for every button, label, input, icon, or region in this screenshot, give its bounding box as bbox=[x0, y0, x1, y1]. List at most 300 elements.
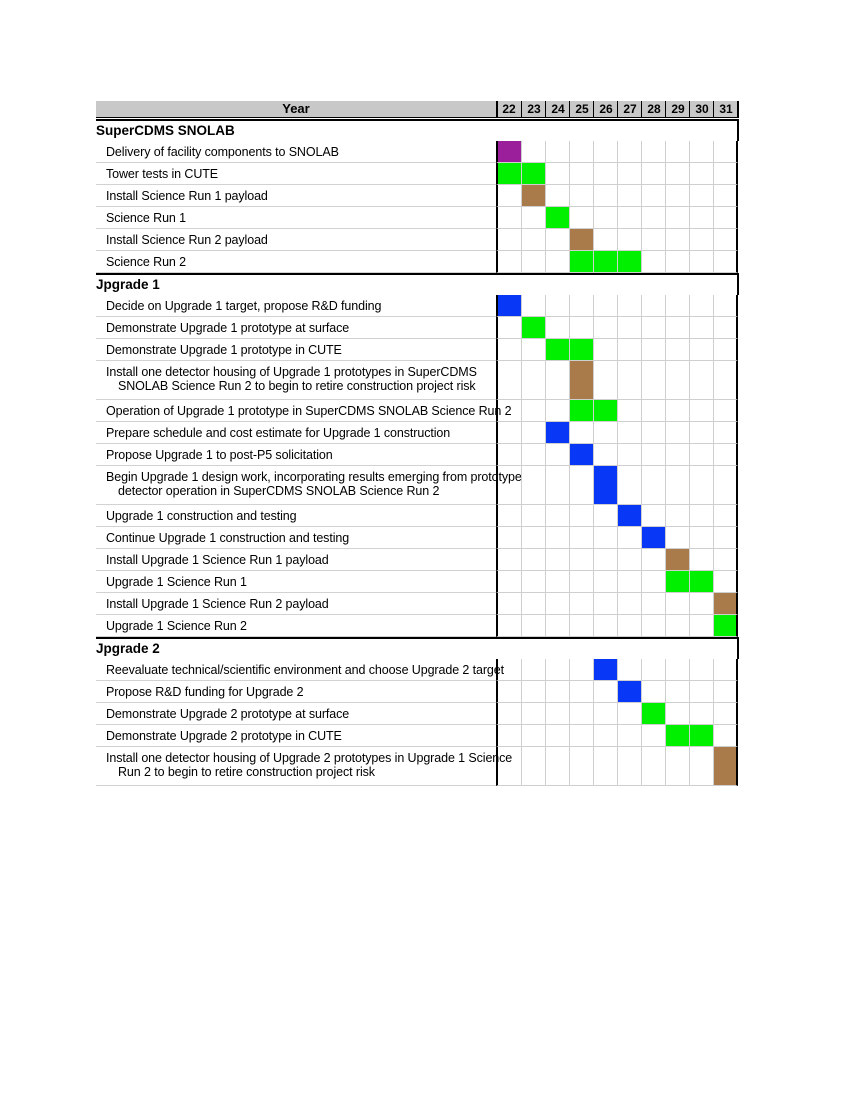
timeline-cell bbox=[546, 295, 570, 317]
schedule-bar-brown bbox=[570, 229, 594, 251]
year-27: 27 bbox=[617, 101, 642, 117]
task-label-line: Install one detector housing of Upgrade 2 prototypes in Upgrade 1 Science bbox=[106, 751, 513, 765]
timeline-cells bbox=[498, 659, 738, 681]
timeline-cell bbox=[642, 141, 666, 163]
task-label-cell bbox=[96, 185, 498, 207]
schedule-bar-brown bbox=[666, 549, 690, 571]
schedule-bar-green bbox=[546, 339, 570, 361]
task-label-cell bbox=[96, 527, 498, 549]
timeline-cell bbox=[666, 339, 690, 361]
timeline-cell bbox=[714, 339, 738, 361]
task-label-cell bbox=[96, 549, 498, 571]
year-25: 25 bbox=[569, 101, 594, 117]
task-row bbox=[96, 593, 739, 615]
timeline-cell bbox=[714, 207, 738, 229]
schedule-bar-blue bbox=[594, 659, 618, 681]
timeline-cell bbox=[618, 163, 642, 185]
timeline-cell bbox=[546, 141, 570, 163]
timeline-cell bbox=[594, 295, 618, 317]
timeline-cells bbox=[498, 317, 738, 339]
task-label-line: Reevaluate technical/scientific environment and choose Upgrade 2 target bbox=[106, 662, 505, 677]
timeline-cell bbox=[522, 725, 546, 747]
task-row bbox=[96, 466, 739, 505]
task-label bbox=[106, 145, 339, 159]
task-label bbox=[106, 619, 247, 633]
timeline-cell bbox=[570, 185, 594, 207]
timeline-cell bbox=[618, 593, 642, 615]
timeline-cell bbox=[570, 317, 594, 339]
timeline-cell bbox=[546, 527, 570, 549]
timeline-cells bbox=[498, 141, 738, 163]
timeline-cell bbox=[618, 361, 642, 400]
timeline-cell bbox=[496, 681, 522, 703]
timeline-cell bbox=[496, 185, 522, 207]
task-label-cell bbox=[96, 615, 498, 637]
year-23: 23 bbox=[521, 101, 546, 117]
timeline-cell bbox=[690, 703, 714, 725]
timeline-cell bbox=[714, 549, 738, 571]
timeline-cell bbox=[546, 163, 570, 185]
task-label bbox=[106, 167, 218, 181]
timeline-cell bbox=[522, 422, 546, 444]
gantt-chart bbox=[96, 101, 739, 779]
task-row bbox=[96, 185, 739, 207]
task-row bbox=[96, 549, 739, 571]
schedule-bar-green bbox=[496, 163, 522, 185]
schedule-bar-brown bbox=[714, 593, 738, 615]
timeline-cell bbox=[642, 725, 666, 747]
timeline-cell bbox=[666, 466, 690, 505]
task-label-cell bbox=[96, 659, 505, 681]
timeline-cell bbox=[714, 703, 738, 725]
task-label-line: Install Science Run 1 payload bbox=[106, 188, 268, 203]
task-label-line: Propose Upgrade 1 to post-P5 solicitation bbox=[106, 447, 333, 462]
timeline-cell bbox=[618, 527, 642, 549]
timeline-cells bbox=[498, 549, 738, 571]
schedule-bar-brown bbox=[522, 185, 546, 207]
timeline-cell bbox=[546, 444, 570, 466]
timeline-cell bbox=[666, 527, 690, 549]
timeline-cell bbox=[666, 141, 690, 163]
timeline-cells bbox=[498, 444, 738, 466]
timeline-cell bbox=[522, 593, 546, 615]
task-label-line: Install Upgrade 1 Science Run 2 payload bbox=[106, 596, 329, 611]
table-border bbox=[737, 121, 739, 141]
timeline-cell bbox=[522, 361, 546, 400]
schedule-bar-brown bbox=[714, 747, 738, 786]
timeline-cell bbox=[642, 444, 666, 466]
timeline-cell bbox=[618, 571, 642, 593]
timeline-cell bbox=[690, 615, 714, 637]
timeline-cell bbox=[546, 185, 570, 207]
timeline-cell bbox=[546, 466, 570, 505]
timeline-cell bbox=[618, 317, 642, 339]
task-label-cell bbox=[96, 703, 498, 725]
task-row bbox=[96, 251, 739, 273]
year-28: 28 bbox=[641, 101, 666, 117]
timeline-cell bbox=[714, 681, 738, 703]
section-title: Jpgrade 1 bbox=[96, 277, 160, 292]
header-row bbox=[96, 101, 739, 118]
timeline-cell bbox=[594, 571, 618, 593]
timeline-cell bbox=[570, 295, 594, 317]
task-label bbox=[106, 707, 349, 721]
schedule-bar-green bbox=[570, 339, 594, 361]
task-label-cell bbox=[96, 251, 498, 273]
timeline-cell bbox=[666, 163, 690, 185]
timeline-cell bbox=[570, 422, 594, 444]
timeline-cell bbox=[714, 725, 738, 747]
timeline-cell bbox=[496, 422, 522, 444]
timeline-cell bbox=[666, 361, 690, 400]
timeline-cell bbox=[522, 681, 546, 703]
task-row bbox=[96, 422, 739, 444]
timeline-cell bbox=[496, 229, 522, 251]
timeline-cell bbox=[522, 747, 546, 786]
timeline-cell bbox=[642, 339, 666, 361]
schedule-bar-blue bbox=[618, 681, 642, 703]
timeline-cell bbox=[496, 339, 522, 361]
timeline-cell bbox=[666, 317, 690, 339]
timeline-cell bbox=[642, 185, 666, 207]
timeline-cell bbox=[594, 725, 618, 747]
timeline-cell bbox=[666, 295, 690, 317]
timeline-cell bbox=[496, 527, 522, 549]
timeline-cell bbox=[570, 141, 594, 163]
timeline-cell bbox=[642, 163, 666, 185]
timeline-cell bbox=[666, 747, 690, 786]
timeline-cell bbox=[594, 185, 618, 207]
timeline-cells bbox=[498, 703, 738, 725]
timeline-cell bbox=[496, 444, 522, 466]
timeline-cells bbox=[498, 207, 738, 229]
timeline-cell bbox=[642, 295, 666, 317]
task-row bbox=[96, 571, 739, 593]
timeline-cell bbox=[570, 207, 594, 229]
timeline-cell bbox=[666, 185, 690, 207]
task-row bbox=[96, 317, 739, 339]
schedule-bar-green bbox=[570, 400, 594, 422]
timeline-cell bbox=[594, 207, 618, 229]
year-29: 29 bbox=[665, 101, 690, 117]
timeline-cell bbox=[618, 229, 642, 251]
timeline-cell bbox=[496, 615, 522, 637]
timeline-cell bbox=[522, 659, 546, 681]
timeline-cell bbox=[570, 163, 594, 185]
timeline-cell bbox=[594, 361, 618, 400]
task-label bbox=[106, 597, 329, 611]
task-label-line: Demonstrate Upgrade 2 prototype in CUTE bbox=[106, 728, 342, 743]
timeline-cell bbox=[714, 444, 738, 466]
schedule-bar-blue bbox=[570, 444, 594, 466]
timeline-cell bbox=[618, 207, 642, 229]
timeline-cell bbox=[522, 295, 546, 317]
schedule-bar-blue bbox=[496, 295, 522, 317]
timeline-cells bbox=[498, 725, 738, 747]
task-label-line: Install Science Run 2 payload bbox=[106, 232, 268, 247]
timeline-cell bbox=[546, 593, 570, 615]
timeline-cell bbox=[496, 703, 522, 725]
timeline-cell bbox=[594, 163, 618, 185]
timeline-cell bbox=[690, 659, 714, 681]
task-label-cell bbox=[96, 163, 498, 185]
timeline-cell bbox=[618, 422, 642, 444]
timeline-cell bbox=[666, 615, 690, 637]
task-label-line: Continue Upgrade 1 construction and testing bbox=[106, 530, 350, 545]
timeline-cell bbox=[690, 422, 714, 444]
timeline-cells bbox=[498, 422, 738, 444]
timeline-cell bbox=[714, 163, 738, 185]
task-label-cell bbox=[96, 466, 522, 505]
schedule-bar-brown bbox=[570, 361, 594, 400]
timeline-cell bbox=[714, 295, 738, 317]
timeline-cell bbox=[522, 444, 546, 466]
timeline-cell bbox=[522, 251, 546, 273]
task-label bbox=[106, 448, 333, 462]
task-label-cell bbox=[96, 444, 498, 466]
task-label-line: Upgrade 1 construction and testing bbox=[106, 508, 297, 523]
timeline-cell bbox=[690, 444, 714, 466]
task-label-cell bbox=[96, 361, 498, 400]
timeline-cell bbox=[690, 681, 714, 703]
timeline-cell bbox=[714, 229, 738, 251]
task-label bbox=[106, 365, 477, 393]
task-label-line: SNOLAB Science Run 2 to begin to retire construction project risk bbox=[118, 379, 476, 393]
timeline-cell bbox=[594, 444, 618, 466]
timeline-cell bbox=[496, 400, 522, 422]
timeline-cell bbox=[690, 593, 714, 615]
task-label-line: Demonstrate Upgrade 2 prototype at surface bbox=[106, 706, 350, 721]
schedule-bar-blue bbox=[594, 466, 618, 505]
schedule-bar-green bbox=[570, 251, 594, 273]
task-label-line: Decide on Upgrade 1 target, propose R&D funding bbox=[106, 298, 382, 313]
timeline-cell bbox=[522, 571, 546, 593]
task-row bbox=[96, 527, 739, 549]
timeline-cell bbox=[618, 659, 642, 681]
timeline-cell bbox=[570, 466, 594, 505]
timeline-cell bbox=[642, 361, 666, 400]
timeline-cell bbox=[690, 295, 714, 317]
timeline-cell bbox=[714, 571, 738, 593]
timeline-cell bbox=[618, 703, 642, 725]
year-header: Year bbox=[282, 101, 310, 116]
task-label bbox=[106, 575, 247, 589]
schedule-bar-green bbox=[618, 251, 642, 273]
timeline-cell bbox=[714, 527, 738, 549]
timeline-cell bbox=[522, 549, 546, 571]
timeline-cell bbox=[666, 505, 690, 527]
year-31: 31 bbox=[713, 101, 738, 117]
task-label bbox=[106, 470, 522, 498]
task-label-cell bbox=[96, 681, 498, 703]
timeline-cell bbox=[666, 229, 690, 251]
timeline-cell bbox=[642, 400, 666, 422]
timeline-cell bbox=[690, 527, 714, 549]
timeline-cell bbox=[522, 229, 546, 251]
timeline-cell bbox=[618, 339, 642, 361]
timeline-cell bbox=[714, 505, 738, 527]
timeline-cell bbox=[714, 317, 738, 339]
timeline-cells bbox=[498, 361, 738, 400]
timeline-cell bbox=[546, 725, 570, 747]
schedule-bar-green bbox=[714, 615, 738, 637]
timeline-cell bbox=[570, 659, 594, 681]
timeline-cell bbox=[546, 703, 570, 725]
task-label bbox=[106, 189, 268, 203]
section-title: Jpgrade 2 bbox=[96, 641, 160, 656]
schedule-bar-green bbox=[594, 251, 618, 273]
timeline-cell bbox=[570, 725, 594, 747]
timeline-cell bbox=[642, 207, 666, 229]
timeline-cell bbox=[618, 141, 642, 163]
task-label-line: detector operation in SuperCDMS SNOLAB Science Run 2 bbox=[118, 484, 440, 498]
timeline-cell bbox=[714, 141, 738, 163]
timeline-cell bbox=[642, 659, 666, 681]
timeline-cell bbox=[666, 207, 690, 229]
timeline-cell bbox=[594, 339, 618, 361]
schedule-bar-blue bbox=[546, 422, 570, 444]
table-border bbox=[737, 639, 739, 659]
timeline-cell bbox=[546, 317, 570, 339]
timeline-cell bbox=[594, 317, 618, 339]
timeline-cell bbox=[570, 593, 594, 615]
timeline-cell bbox=[496, 725, 522, 747]
timeline-cells bbox=[498, 571, 738, 593]
timeline-cell bbox=[570, 527, 594, 549]
timeline-cell bbox=[496, 659, 522, 681]
timeline-cell bbox=[618, 549, 642, 571]
task-label bbox=[106, 255, 186, 269]
timeline-cell bbox=[618, 747, 642, 786]
timeline-cell bbox=[570, 703, 594, 725]
timeline-cells bbox=[498, 615, 738, 637]
task-label-cell bbox=[96, 339, 498, 361]
timeline-cell bbox=[714, 659, 738, 681]
timeline-cell bbox=[570, 681, 594, 703]
timeline-cell bbox=[642, 593, 666, 615]
task-label bbox=[106, 211, 186, 225]
task-label-cell bbox=[96, 593, 498, 615]
year-22: 22 bbox=[502, 102, 516, 116]
timeline-cell bbox=[642, 571, 666, 593]
timeline-cell bbox=[618, 466, 642, 505]
section-title: SuperCDMS SNOLAB bbox=[96, 123, 235, 138]
schedule-bar-green bbox=[546, 207, 570, 229]
timeline-cell bbox=[594, 422, 618, 444]
task-label-line: Install one detector housing of Upgrade 1 prototypes in SuperCDMS bbox=[106, 365, 477, 379]
task-label-line: Upgrade 1 Science Run 2 bbox=[106, 618, 247, 633]
timeline-cell bbox=[594, 593, 618, 615]
task-row bbox=[96, 141, 739, 163]
timeline-cell bbox=[496, 747, 522, 786]
task-row bbox=[96, 505, 739, 527]
timeline-cell bbox=[496, 251, 522, 273]
task-row bbox=[96, 444, 739, 466]
timeline-cells bbox=[498, 527, 738, 549]
timeline-cell bbox=[666, 681, 690, 703]
task-row bbox=[96, 725, 739, 747]
timeline-cell bbox=[594, 615, 618, 637]
task-label-line: Prepare schedule and cost estimate for Upgrade 1 construction bbox=[106, 425, 451, 440]
timeline-cell bbox=[496, 207, 522, 229]
timeline-cell bbox=[642, 466, 666, 505]
timeline-cell bbox=[690, 466, 714, 505]
task-label bbox=[106, 343, 342, 357]
task-label bbox=[106, 685, 304, 699]
timeline-cell bbox=[570, 615, 594, 637]
schedule-bar-green bbox=[642, 703, 666, 725]
timeline-cell bbox=[666, 703, 690, 725]
timeline-cell bbox=[618, 725, 642, 747]
task-label bbox=[106, 729, 342, 743]
timeline-cell bbox=[522, 207, 546, 229]
timeline-cell bbox=[546, 549, 570, 571]
task-row bbox=[96, 747, 739, 786]
timeline-cell bbox=[546, 505, 570, 527]
timeline-cell bbox=[666, 444, 690, 466]
task-label-cell bbox=[96, 229, 498, 251]
task-label-line: Demonstrate Upgrade 1 prototype in CUTE bbox=[106, 342, 342, 357]
timeline-cell bbox=[690, 400, 714, 422]
timeline-cell bbox=[496, 549, 522, 571]
timeline-cell bbox=[522, 527, 546, 549]
schedule-bar-green bbox=[522, 163, 546, 185]
timeline-cell bbox=[690, 549, 714, 571]
section-header bbox=[96, 637, 739, 659]
timeline-cell bbox=[666, 593, 690, 615]
task-row bbox=[96, 400, 739, 422]
timeline-cell bbox=[690, 251, 714, 273]
timeline-cell bbox=[666, 400, 690, 422]
timeline-cell bbox=[570, 549, 594, 571]
timeline-cell bbox=[714, 400, 738, 422]
timeline-cells bbox=[498, 747, 738, 786]
task-label bbox=[106, 751, 512, 779]
task-label-line: Propose R&D funding for Upgrade 2 bbox=[106, 684, 304, 699]
timeline-cells bbox=[498, 163, 738, 185]
table-border bbox=[737, 275, 739, 295]
task-label-line: Begin Upgrade 1 design work, incorporating results emerging from prototype bbox=[106, 470, 522, 484]
timeline-cell bbox=[690, 317, 714, 339]
timeline-cells bbox=[498, 229, 738, 251]
timeline-cell bbox=[594, 141, 618, 163]
timeline-cell bbox=[642, 317, 666, 339]
timeline-cell bbox=[618, 400, 642, 422]
timeline-cell bbox=[496, 571, 522, 593]
timeline-cell bbox=[570, 571, 594, 593]
timeline-cell bbox=[642, 251, 666, 273]
timeline-cell bbox=[642, 505, 666, 527]
timeline-cells bbox=[498, 466, 738, 505]
timeline-cell bbox=[594, 681, 618, 703]
timeline-cell bbox=[666, 422, 690, 444]
timeline-cell bbox=[594, 549, 618, 571]
task-label-line: Install Upgrade 1 Science Run 1 payload bbox=[106, 552, 329, 567]
timeline-cell bbox=[546, 615, 570, 637]
timeline-cell bbox=[714, 185, 738, 207]
timeline-cell bbox=[714, 361, 738, 400]
task-label-cell bbox=[96, 747, 513, 786]
task-label-cell bbox=[96, 207, 498, 229]
timeline-cell bbox=[522, 400, 546, 422]
task-row bbox=[96, 339, 739, 361]
task-row bbox=[96, 615, 739, 637]
task-label-line: Delivery of facility components to SNOLAB bbox=[106, 144, 339, 159]
timeline-cell bbox=[666, 659, 690, 681]
timeline-cell bbox=[594, 747, 618, 786]
task-label bbox=[106, 404, 511, 418]
task-row bbox=[96, 295, 739, 317]
